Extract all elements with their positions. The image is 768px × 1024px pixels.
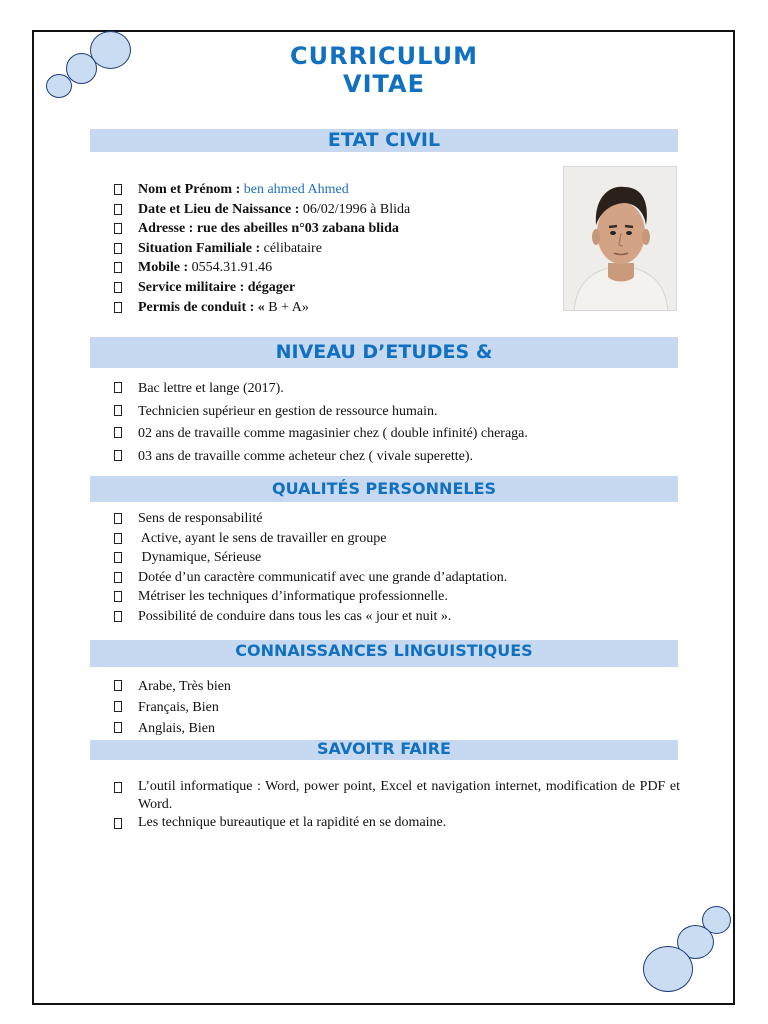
decorative-bubble: [66, 53, 97, 84]
checkbox-bullet-icon: [114, 262, 122, 273]
field-nom: Nom et Prénom : ben ahmed Ahmed: [114, 180, 554, 200]
checkbox-bullet-icon: [114, 722, 122, 733]
list-item: Métriser les techniques d’informatique professionnelle.: [114, 587, 680, 607]
etat-civil-list: [114, 180, 554, 317]
checkbox-bullet-icon: [114, 204, 122, 215]
checkbox-bullet-icon: [114, 450, 122, 461]
qualites-list: [114, 509, 680, 626]
etudes-list: [114, 378, 680, 468]
decorative-bubble: [46, 74, 72, 98]
langues-list: [114, 676, 680, 739]
list-item: Les technique bureautique et la rapidité en se domaine.: [114, 814, 680, 832]
checkbox-bullet-icon: [114, 513, 122, 524]
section-heading-savoir: SAVOITR FAIRE: [90, 740, 678, 760]
section-heading-langues: CONNAISSANCES LINGUISTIQUES: [90, 640, 678, 667]
checkbox-bullet-icon: [114, 552, 122, 563]
list-item: Anglais, Bien: [114, 718, 680, 739]
portrait-illustration: [564, 167, 677, 311]
checkbox-bullet-icon: [114, 427, 122, 438]
profile-photo: [563, 166, 677, 311]
title-line-2: VITAE: [343, 70, 425, 98]
checkbox-bullet-icon: [114, 680, 122, 691]
section-heading-qualites: QUALITÉS PERSONNELES: [90, 476, 678, 502]
list-item: Technicien supérieur en gestion de ressource humain.: [114, 401, 680, 424]
checkbox-bullet-icon: [114, 282, 122, 293]
list-item: Arabe, Très bien: [114, 676, 680, 697]
checkbox-bullet-icon: [114, 184, 122, 195]
checkbox-bullet-icon: [114, 611, 122, 622]
field-naissance: Date et Lieu de Naissance : 06/02/1996 à Blida: [114, 200, 554, 220]
checkbox-bullet-icon: [114, 572, 122, 583]
list-item: 02 ans de travaille comme magasinier chez ( double infinité) cheraga.: [114, 423, 680, 446]
checkbox-bullet-icon: [114, 591, 122, 602]
section-heading-etudes: NIVEAU D’ETUDES &: [90, 337, 678, 368]
title-line-1: CURRICULUM: [290, 42, 478, 70]
list-item: Possibilité de conduire dans tous les cas « jour et nuit ».: [114, 607, 680, 627]
checkbox-bullet-icon: [114, 382, 122, 393]
savoir-list: [114, 778, 680, 832]
list-item: Dynamique, Sérieuse: [114, 548, 680, 568]
list-item: Français, Bien: [114, 697, 680, 718]
checkbox-bullet-icon: [114, 405, 122, 416]
list-item: Sens de responsabilité: [114, 509, 680, 529]
list-item: L’outil informatique : Word, power point, Excel et navigation internet, modification de PDF et Word.: [114, 778, 680, 814]
checkbox-bullet-icon: [114, 243, 122, 254]
checkbox-bullet-icon: [114, 223, 122, 234]
checkbox-bullet-icon: [114, 701, 122, 712]
field-service: Service militaire : dégager: [114, 278, 554, 298]
page-title: [200, 42, 568, 98]
list-item: Dotée d’un caractère communicatif avec une grande d’adaptation.: [114, 568, 680, 588]
checkbox-bullet-icon: [114, 818, 122, 829]
decorative-bubble: [643, 946, 693, 992]
field-situation: Situation Familiale : célibataire: [114, 239, 554, 259]
list-item: 03 ans de travaille comme acheteur chez ( vivale superette).: [114, 446, 680, 469]
checkbox-bullet-icon: [114, 782, 122, 793]
checkbox-bullet-icon: [114, 302, 122, 313]
field-adresse: Adresse : rue des abeilles n°03 zabana blida: [114, 219, 554, 239]
checkbox-bullet-icon: [114, 533, 122, 544]
list-item: Bac lettre et lange (2017).: [114, 378, 680, 401]
field-permis: Permis de conduit : « B + A»: [114, 298, 554, 318]
field-mobile: Mobile : 0554.31.91.46: [114, 258, 554, 278]
section-heading-etat-civil: ETAT CIVIL: [90, 129, 678, 152]
list-item: Active, ayant le sens de travailler en groupe: [114, 529, 680, 549]
